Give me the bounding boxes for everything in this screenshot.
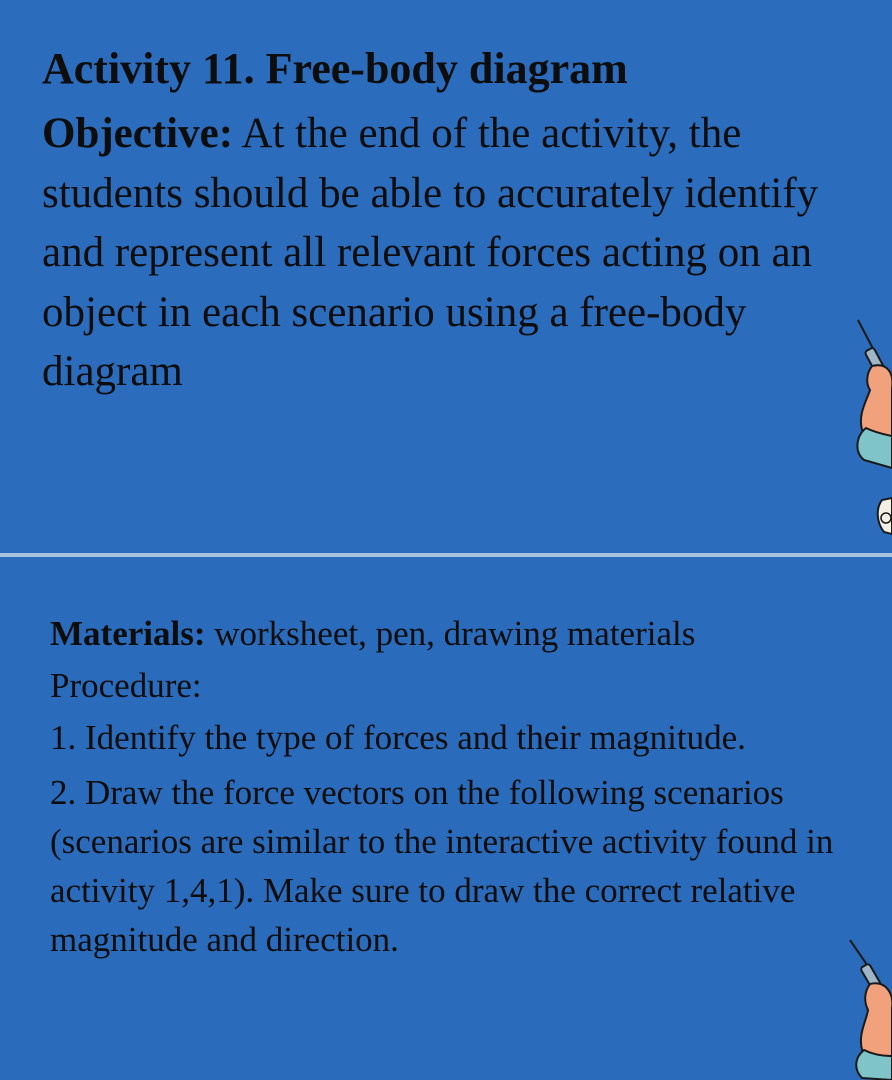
objective-text: At the end of the activity, the students should be able to accurately identify and represent all relevant forces acting on an object in each scenario using a free-body diagram bbox=[42, 110, 819, 395]
hand-holding-pen-icon bbox=[836, 938, 892, 1080]
hand-holding-pen-icon bbox=[836, 318, 892, 538]
procedure-step-1: 1. Identify the type of forces and their magnitude. bbox=[50, 718, 746, 757]
objective-label: Objective: bbox=[42, 110, 234, 157]
procedure-step-2: 2. Draw the force vectors on the following scenarios (scenarios are similar to the interactive activity found in activity 1,4,1). Make sure to draw the correct relative magnitude and direction. bbox=[50, 773, 834, 959]
objective-paragraph bbox=[42, 104, 862, 402]
activity-title: Activity 11. Free-body diagram bbox=[42, 44, 628, 93]
procedure-label: Procedure: bbox=[50, 666, 202, 705]
materials-text: worksheet, pen, drawing materials bbox=[205, 614, 696, 653]
materials-line bbox=[50, 610, 695, 658]
materials-label: Materials: bbox=[50, 614, 206, 653]
